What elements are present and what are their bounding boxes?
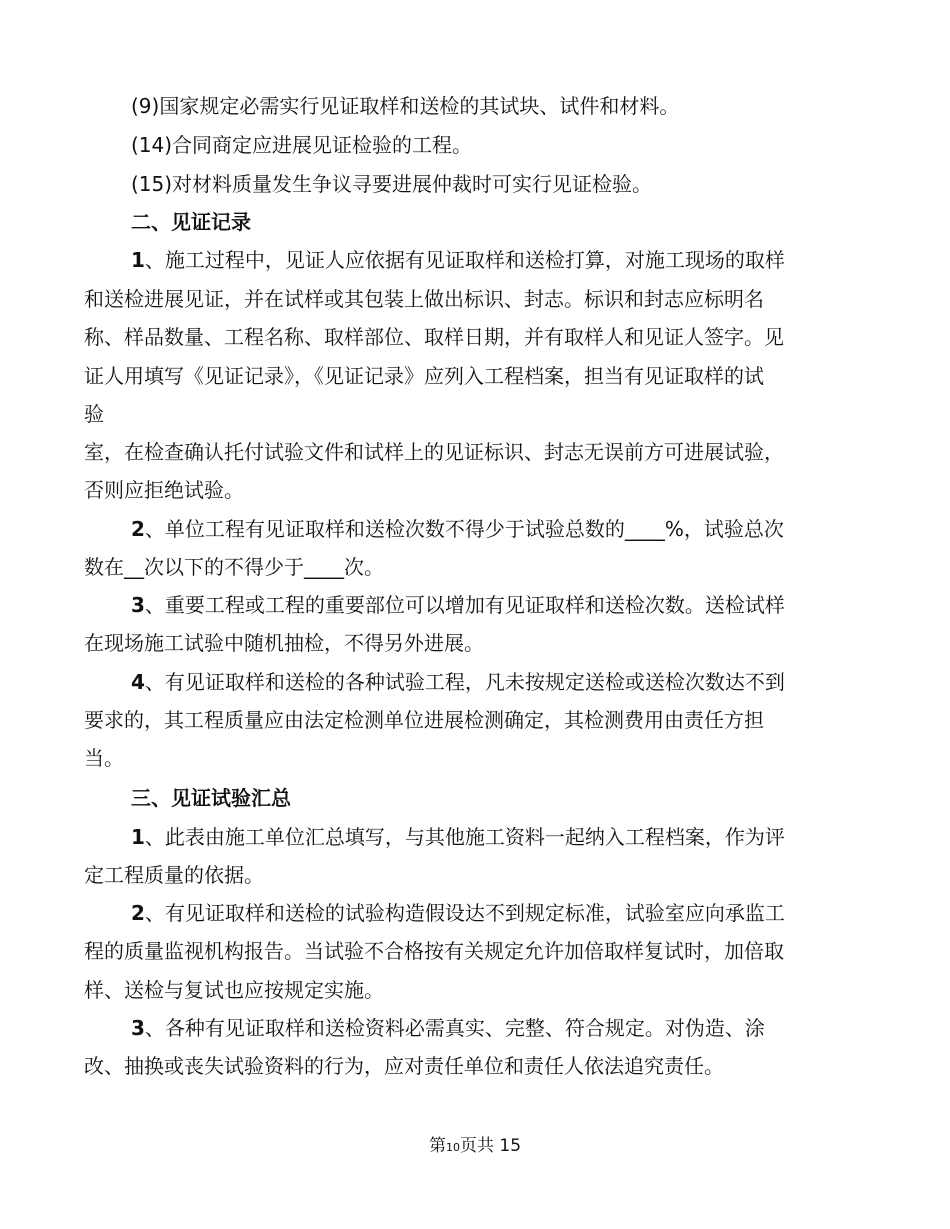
page-prefix: 第 <box>428 1136 446 1156</box>
section-heading-2: 二、见证记录 <box>131 210 251 234</box>
paragraph-text: 、各种有见证取样和送检资料必需真实、完整、符合规定。对伪造、涂 <box>144 1016 765 1040</box>
paragraph-line <box>131 593 911 617</box>
paragraph-line: 在现场施工试验中随机抽检，不得另外进展。 <box>84 631 484 655</box>
list-item-14: (14)合同商定应进展见证检验的工程。 <box>131 133 473 157</box>
paragraph-number: 1 <box>131 825 145 849</box>
paragraph-number: 3 <box>131 1016 145 1040</box>
list-item-9: (9)国家规定必需实行见证取样和送检的其试块、试件和材料。 <box>131 94 680 118</box>
paragraph-number: 2 <box>131 901 145 925</box>
paragraph-line: 定工程质量的依据。 <box>84 863 264 887</box>
paragraph-text: 、有见证取样和送检的各种试验工程，凡未按规定送检或送检次数达不到 <box>144 670 785 694</box>
paragraph-text: 、单位工程有见证取样和送检次数不得少于试验总数的____%，试验总次 <box>144 517 784 541</box>
paragraph-text: 、重要工程或工程的重要部位可以增加有见证取样和送检次数。送检试样 <box>144 593 785 617</box>
paragraph-number: 4 <box>131 670 145 694</box>
paragraph-line <box>131 517 911 541</box>
paragraph-line <box>131 248 911 272</box>
paragraph-text: 、施工过程中，见证人应依据有见证取样和送检打算，对施工现场的取样 <box>144 248 785 272</box>
paragraph-number: 3 <box>131 593 145 617</box>
paragraph-line: 和送检进展见证，并在试样或其包装上做出标识、封志。标识和封志应标明名 <box>84 287 764 311</box>
current-page-number: 10 <box>445 1141 460 1154</box>
paragraph-line: 室，在检查确认托付试验文件和试样上的见证标识、封志无误前方可进展试验， <box>84 440 784 464</box>
paragraph-line: 数在__次以下的不得少于____次。 <box>84 555 384 579</box>
paragraph-line <box>131 670 911 694</box>
paragraph-line: 称、样品数量、工程名称、取样部位、取样日期，并有取样人和见证人签字。见 <box>84 325 784 349</box>
paragraph-line <box>131 825 911 849</box>
page-middle: 页共 <box>459 1136 500 1156</box>
paragraph-line: 样、送检与复试也应按规定实施。 <box>84 978 384 1002</box>
paragraph-line <box>131 1016 911 1040</box>
paragraph-number: 2 <box>131 517 145 541</box>
page-footer <box>0 1136 950 1158</box>
paragraph-text: 、此表由施工单位汇总填写，与其他施工资料一起纳入工程档案，作为评 <box>144 825 785 849</box>
section-heading-3: 三、见证试验汇总 <box>131 786 291 810</box>
list-item-15: (15)对材料质量发生争议寻要进展仲裁时可实行见证检验。 <box>131 172 653 196</box>
paragraph-line <box>131 901 911 925</box>
paragraph-line: 证人用填写《见证记录》，《见证记录》应列入工程档案，担当有见证取样的试 <box>84 364 764 388</box>
paragraph-number: 1 <box>131 248 145 272</box>
paragraph-line: 否则应拒绝试验。 <box>84 478 244 502</box>
paragraph-text: 、有见证取样和送检的试验构造假设达不到规定标准，试验室应向承监工 <box>144 901 785 925</box>
paragraph-line: 当。 <box>84 746 124 770</box>
paragraph-line: 改、抽换或丧失试验资料的行为，应对责任单位和责任人依法追究责任。 <box>84 1054 724 1078</box>
paragraph-line: 要求的，其工程质量应由法定检测单位进展检测确定，其检测费用由责任方担 <box>84 708 764 732</box>
paragraph-line: 程的质量监视机构报告。当试验不合格按有关规定允许加倍取样复试时，加倍取 <box>84 939 784 963</box>
paragraph-line: 验 <box>84 402 104 426</box>
total-pages: 15 <box>499 1136 522 1156</box>
